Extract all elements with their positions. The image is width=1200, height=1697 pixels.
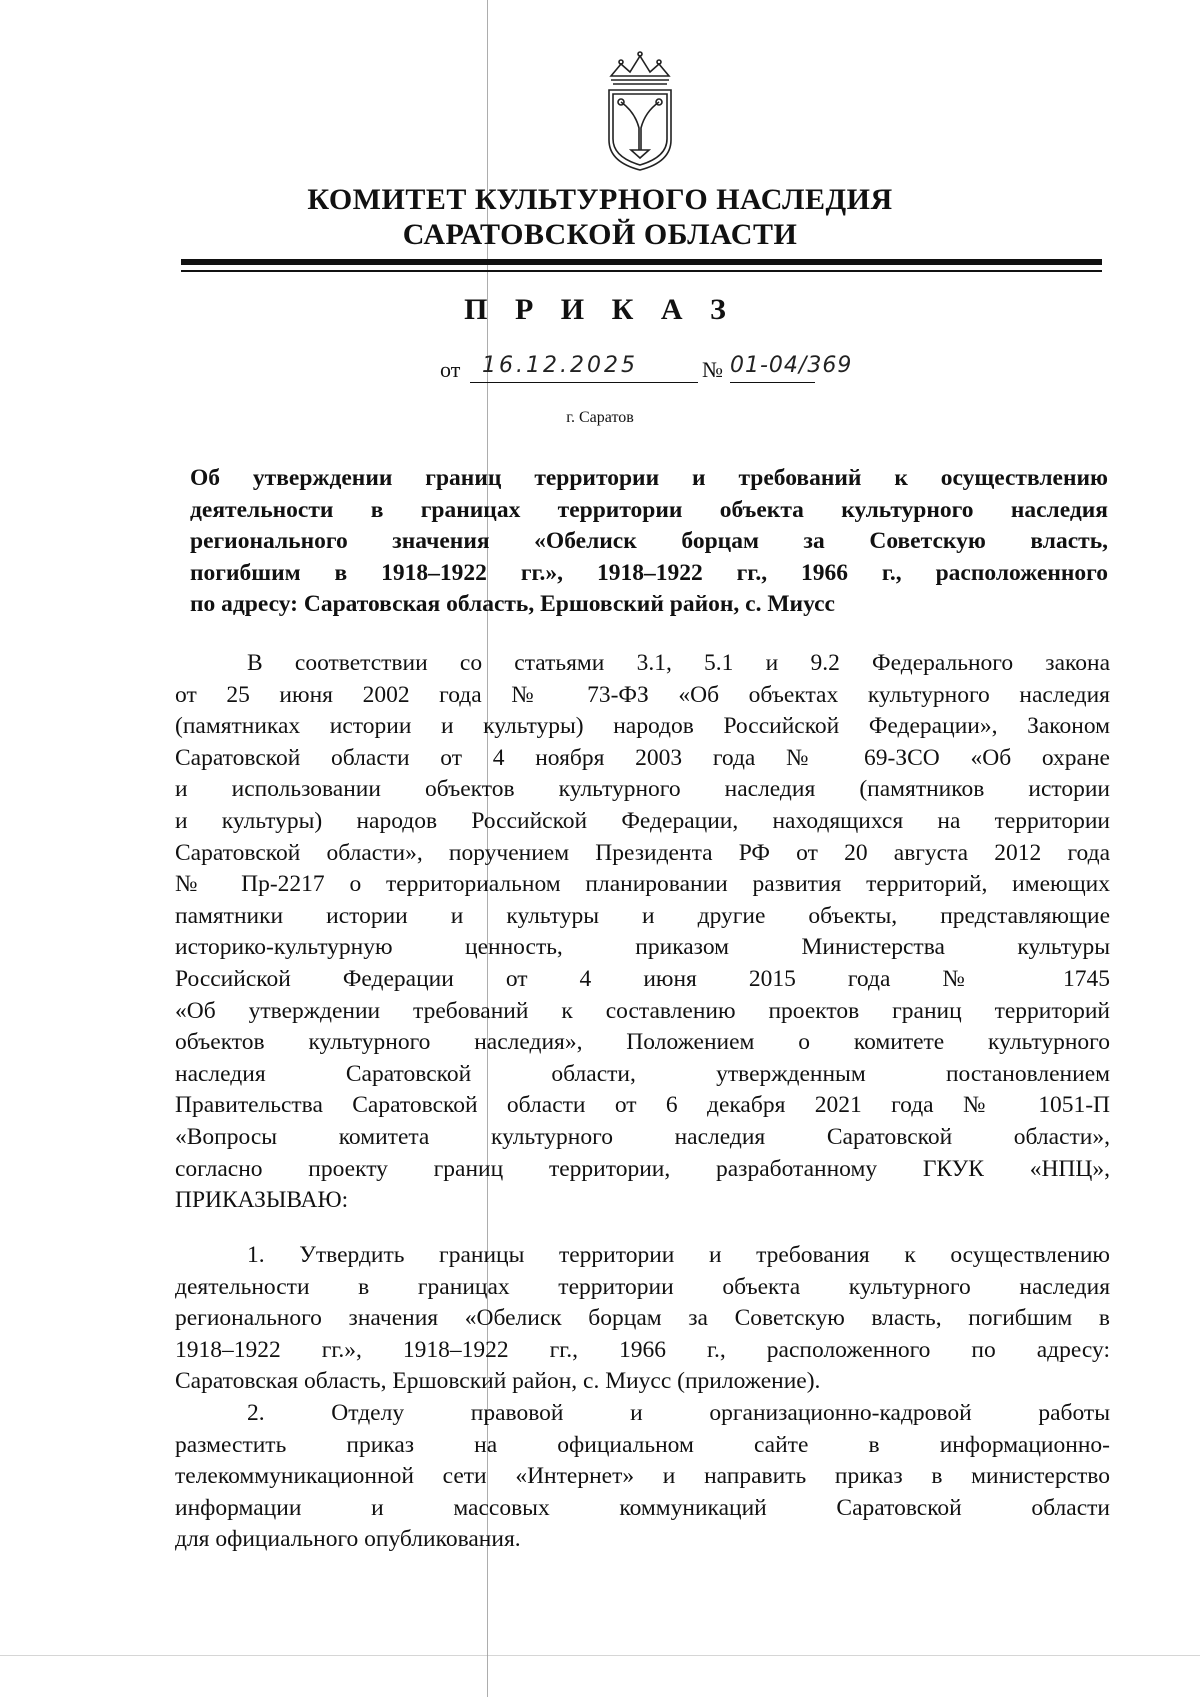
body-line: Саратовская область, Ершовский район, с. Миусс (приложение). — [175, 1368, 821, 1395]
date-prefix: от — [440, 357, 461, 382]
subject-line: Об утверждении границ территории и требований к осуществлению — [190, 465, 1108, 491]
body-line: 1. Утвердить границы территории и требования к осуществлению — [247, 1242, 1110, 1268]
body-line: № Пр-2217 о территориальном планировании развития территорий, имеющих — [175, 871, 1110, 898]
header-divider-thin — [181, 270, 1102, 272]
subject-line: по адресу: Саратовская область, Ершовский район, с. Миусс — [190, 591, 835, 618]
item-2-paragraph — [175, 1398, 1110, 1556]
body-line: «Об утверждении требований к составлению проектов границ территорий — [175, 997, 1110, 1024]
body-line: от 25 июня 2002 года № 73-ФЗ «Об объектах культурного наследия — [175, 681, 1110, 708]
organization-name-line1: КОМИТЕТ КУЛЬТУРНОГО НАСЛЕДИЯ — [307, 183, 893, 216]
body-line: историко-культурную ценность, приказом Министерства культуры — [175, 934, 1110, 961]
body-line: согласно проекту границ территории, разработанному ГКУК «НПЦ», — [175, 1155, 1110, 1182]
order-date: 16.12.2025 — [482, 353, 638, 378]
body-line: В соответствии со статьями 3.1, 5.1 и 9.2 Федерального закона — [247, 650, 1110, 676]
body-line: 2. Отделу правовой и организационно-кадровой работы — [247, 1400, 1110, 1426]
body-line: (памятниках истории и культуры) народов Российской Федерации», Законом — [175, 713, 1110, 740]
subject-line: деятельности в границах территории объекта культурного наследия — [190, 496, 1108, 523]
number-sign: № — [702, 357, 723, 382]
body-line: и культуры) народов Российской Федерации, находящихся на территории — [175, 807, 1110, 834]
subject-line: регионального значения «Обелиск борцам за Советскую власть, — [190, 528, 1108, 555]
body-line: ПРИКАЗЫВАЮ: — [175, 1187, 349, 1214]
body-line: для официального опубликования. — [175, 1526, 521, 1553]
body-line: информации и массовых коммуникаций Саратовской области — [175, 1494, 1110, 1521]
body-line: Российской Федерации от 4 июня 2015 года № 1745 — [175, 965, 1110, 992]
body-line: Правительства Саратовской области от 6 декабря 2021 года № 1051-П — [175, 1092, 1110, 1119]
body-line: 1918–1922 гг.», 1918–1922 гг., 1966 г., расположенного по адресу: — [175, 1336, 1110, 1363]
city-label: г. Саратов — [566, 409, 634, 426]
header-divider-thick — [181, 259, 1102, 265]
organization-name-line2: САРАТОВСКОЙ ОБЛАСТИ — [402, 218, 798, 251]
body-line: памятники истории и культуры и другие объекты, представляющие — [175, 902, 1110, 929]
number-underline — [730, 382, 815, 383]
order-number: 01-04/369 — [730, 353, 853, 378]
body-line: Саратовской области», поручением Президента РФ от 20 августа 2012 года — [175, 839, 1110, 866]
body-line: телекоммуникационной сети «Интернет» и направить приказ в министерство — [175, 1463, 1110, 1490]
body-line: объектов культурного наследия», Положением о комитете культурного — [175, 1029, 1110, 1056]
body-line: Саратовской области от 4 ноября 2003 года № 69-ЗСО «Об охране — [175, 744, 1110, 771]
body-line: разместить приказ на официальном сайте в информационно- — [175, 1431, 1110, 1458]
body-line: деятельности в границах территории объекта культурного наследия — [175, 1273, 1110, 1300]
preamble-paragraph — [175, 648, 1110, 1217]
body-line: «Вопросы комитета культурного наследия Саратовской области», — [175, 1123, 1110, 1150]
date-underline — [470, 382, 698, 383]
body-line: и использовании объектов культурного наследия (памятников истории — [175, 776, 1110, 803]
order-subject — [190, 463, 1108, 621]
scan-artifact-horizontal — [0, 1655, 1200, 1656]
subject-line: погибшим в 1918–1922 гг.», 1918–1922 гг., 1966 г., расположенного — [190, 559, 1108, 586]
item-1-paragraph — [175, 1240, 1110, 1398]
order-date-number-row — [440, 355, 920, 387]
body-line: регионального значения «Обелиск борцам за Советскую власть, погибшим в — [175, 1305, 1110, 1332]
document-type-title: П Р И К А З — [464, 293, 736, 326]
saratov-coat-of-arms-icon — [595, 50, 685, 172]
body-line: наследия Саратовской области, утвержденным постановлением — [175, 1060, 1110, 1087]
